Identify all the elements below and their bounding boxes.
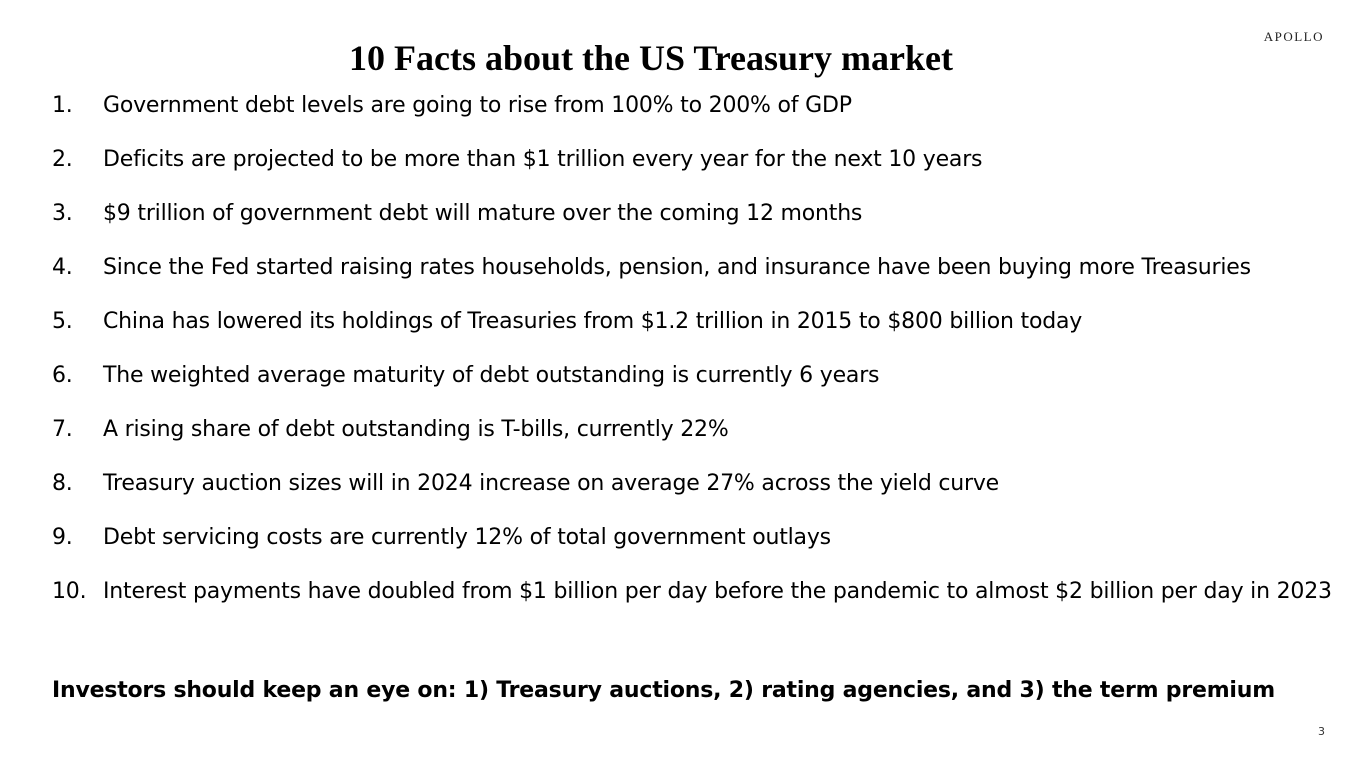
apollo-logo: APOLLO — [1263, 29, 1324, 44]
fact-item-9 — [52, 524, 1342, 551]
page-number: 3 — [1318, 725, 1325, 738]
fact-number: 8. — [52, 471, 73, 496]
fact-number: 1. — [52, 93, 73, 118]
fact-text: A rising share of debt outstanding is T-bills, currently 22% — [103, 417, 729, 442]
fact-text: $9 trillion of government debt will mature over the coming 12 months — [103, 201, 863, 226]
fact-item-1 — [52, 92, 1342, 119]
fact-number: 4. — [52, 255, 73, 280]
fact-number: 2. — [52, 147, 73, 172]
fact-text: The weighted average maturity of debt outstanding is currently 6 years — [103, 363, 880, 388]
fact-item-6 — [52, 362, 1342, 389]
fact-item-10 — [52, 578, 1342, 605]
facts-list — [52, 92, 1342, 632]
fact-item-7 — [52, 416, 1342, 443]
fact-text: Since the Fed started raising rates households, pension, and insurance have been buying more Treasuries — [103, 255, 1251, 280]
fact-number: 3. — [52, 201, 73, 226]
fact-text: Interest payments have doubled from $1 billion per day before the pandemic to almost $2 billion per day in 2023 — [103, 579, 1332, 604]
page-title: 10 Facts about the US Treasury market — [349, 38, 953, 78]
fact-text: Debt servicing costs are currently 12% of total government outlays — [103, 525, 831, 550]
fact-text: Deficits are projected to be more than $1 trillion every year for the next 10 years — [103, 147, 983, 172]
investor-takeaway: Investors should keep an eye on: 1) Treasury auctions, 2) rating agencies, and 3) the term premium — [52, 678, 1275, 703]
fact-text: Government debt levels are going to rise from 100% to 200% of GDP — [103, 93, 852, 118]
fact-item-8 — [52, 470, 1342, 497]
fact-item-2 — [52, 146, 1342, 173]
fact-number: 5. — [52, 309, 73, 334]
fact-text: China has lowered its holdings of Treasuries from $1.2 trillion in 2015 to $800 billion today — [103, 309, 1083, 334]
fact-number: 9. — [52, 525, 73, 550]
fact-number: 6. — [52, 363, 73, 388]
fact-text: Treasury auction sizes will in 2024 increase on average 27% across the yield curve — [103, 471, 1000, 496]
fact-item-5 — [52, 308, 1342, 335]
fact-number: 7. — [52, 417, 73, 442]
fact-item-4 — [52, 254, 1342, 281]
fact-item-3 — [52, 200, 1342, 227]
fact-number: 10. — [52, 579, 87, 604]
